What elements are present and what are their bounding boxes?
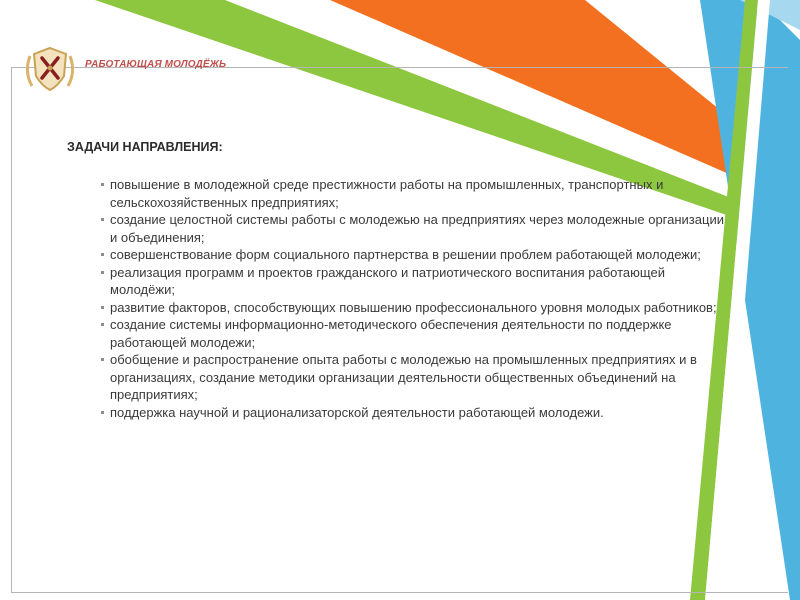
section-heading: ЗАДАЧИ НАПРАВЛЕНИЯ: bbox=[67, 140, 223, 154]
task-item: развитие факторов, способствующих повышению профессионального уровня молодых работников; bbox=[101, 299, 727, 317]
shield-wrench-emblem-icon bbox=[22, 42, 78, 96]
task-item: создание целостной системы работы с молодежью на предприятиях через молодежные организации и объединения; bbox=[101, 211, 727, 246]
task-item: создание системы информационно-методического обеспечения деятельности по поддержке работающей молодежи; bbox=[101, 316, 727, 351]
task-item: совершенствование форм социального партнерства в решении проблем работающей молодежи; bbox=[101, 246, 727, 264]
task-list bbox=[67, 176, 727, 421]
task-item: реализация программ и проектов гражданского и патриотического воспитания работающей молодёжи; bbox=[101, 264, 727, 299]
task-item: повышение в молодежной среде престижности работы на промышленных, транспортных и сельскохозяйственных предприятиях; bbox=[101, 176, 727, 211]
brand-title: РАБОТАЮЩАЯ МОЛОДЁЖЬ bbox=[85, 59, 227, 70]
task-item: обобщение и распространение опыта работы с молодежью на промышленных предприятиях и в организациях, создание методики организации деятельности общественных объединений на предприятиях; bbox=[101, 351, 727, 404]
task-item: поддержка научной и рационализаторской деятельности работающей молодежи. bbox=[101, 404, 727, 422]
main-content bbox=[67, 132, 727, 421]
